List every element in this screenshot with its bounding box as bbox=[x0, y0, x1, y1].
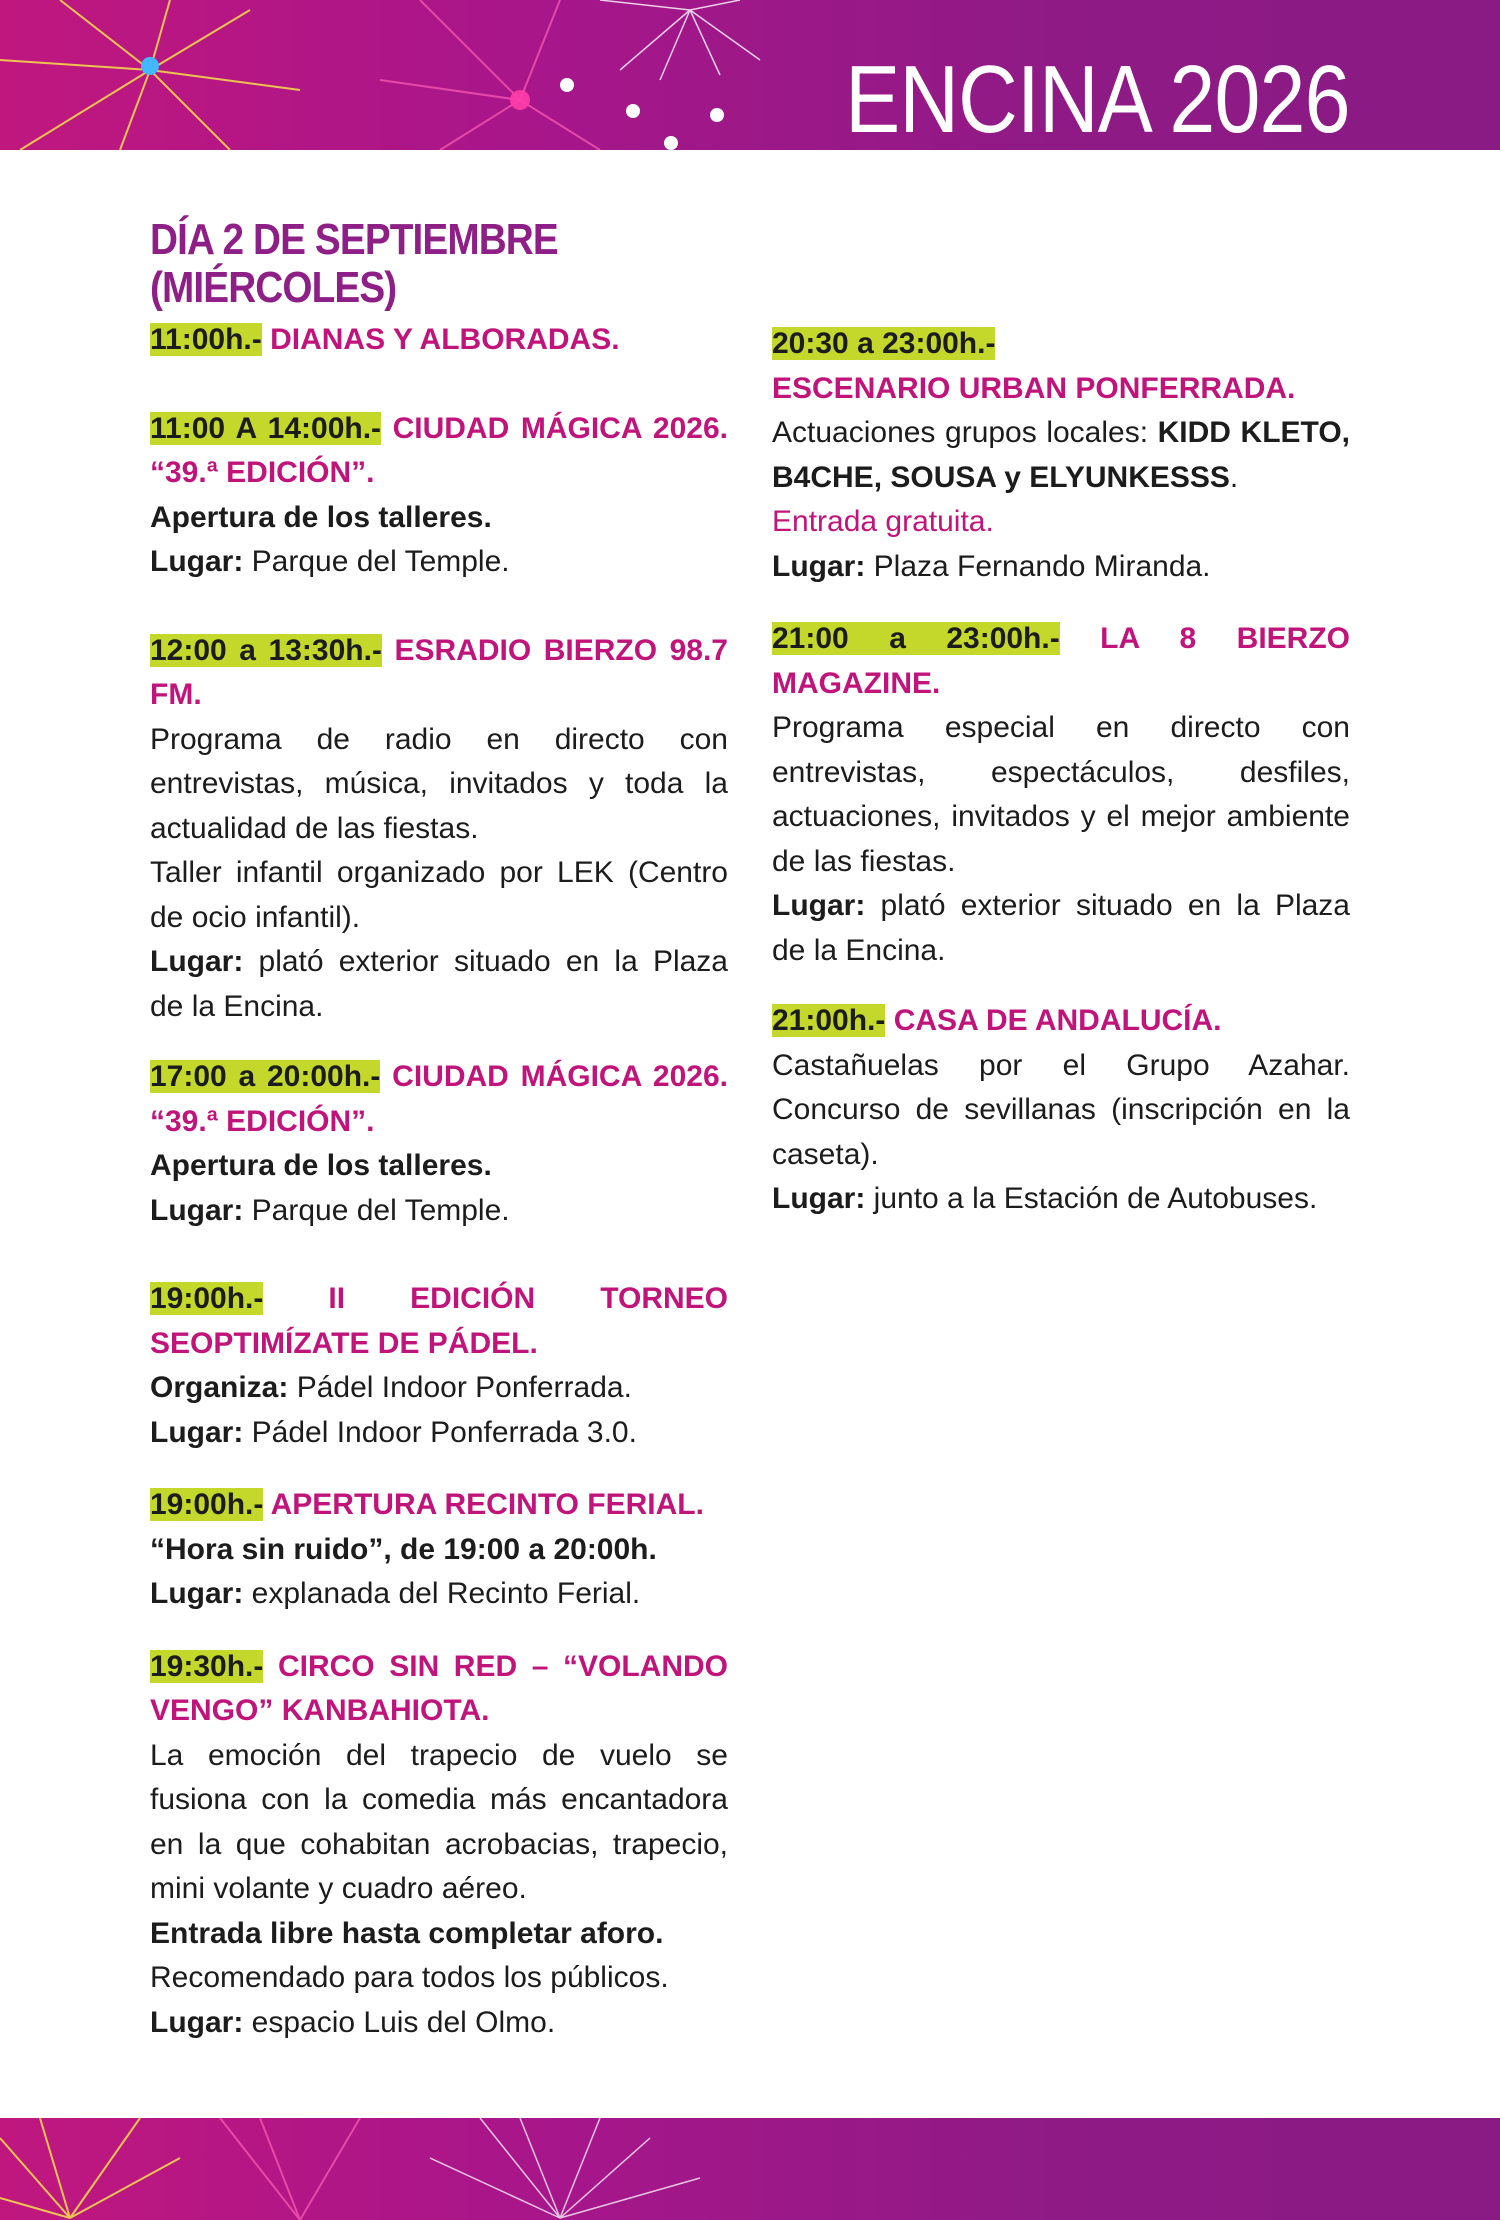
event-title: LA 8 BIERZO MAGAZINE. bbox=[772, 622, 1350, 700]
event-escenario-urban bbox=[772, 322, 1350, 589]
event-torneo-padel bbox=[150, 1277, 728, 1455]
event-detail: Apertura de los talleres. bbox=[150, 1149, 492, 1182]
event-time: 21:00 a 23:00h.- bbox=[772, 622, 1060, 655]
event-time: 19:00h.- bbox=[150, 1282, 264, 1315]
event-title: CASA DE ANDALUCÍA. bbox=[885, 1004, 1222, 1037]
event-detail: Apertura de los talleres. bbox=[150, 500, 492, 534]
event-time: 21:00h.- bbox=[772, 1004, 886, 1037]
event-free-entry: Entrada gratuita. bbox=[772, 505, 994, 538]
event-place: Lugar: Pádel Indoor Ponferrada 3.0. bbox=[150, 1415, 637, 1449]
event-time: 20:30 a 23:00h.- bbox=[772, 327, 996, 360]
event-time: 17:00 a 20:00h.- bbox=[150, 1060, 381, 1093]
event-description: Actuaciones grupos locales: KIDD KLETO, B4CHE, SOUSA y ELYUNKESSS. bbox=[772, 416, 1350, 494]
event-place: Lugar: plató exterior situado en la Plaza de la Encina. bbox=[772, 889, 1350, 967]
event-title: II EDICIÓN TORNEO SEOPTIMÍZATE DE PÁDEL. bbox=[150, 1282, 728, 1360]
event-casa-andalucia bbox=[772, 999, 1350, 1222]
event-detail: Entrada libre hasta completar aforo. bbox=[150, 1916, 664, 1950]
event-place: Lugar: Parque del Temple. bbox=[150, 1193, 510, 1227]
event-bierzo-magazine bbox=[772, 617, 1350, 973]
fireworks-decoration bbox=[0, 2118, 1500, 2220]
top-banner bbox=[0, 0, 1500, 150]
right-column bbox=[772, 322, 1350, 1222]
event-title: CIRCO SIN RED – “VOLANDO VENGO” KANBAHIOTA. bbox=[150, 1649, 728, 1727]
event-time: 19:00h.- bbox=[150, 1488, 264, 1521]
event-esradio bbox=[150, 629, 728, 1030]
event-description: Taller infantil organizado por LEK (Centro de ocio infantil). bbox=[150, 856, 728, 934]
event-ciudad-magica-afternoon bbox=[150, 1055, 728, 1233]
event-dianas bbox=[150, 318, 728, 363]
event-title: DIANAS Y ALBORADAS. bbox=[261, 323, 620, 356]
event-place: Lugar: Plaza Fernando Miranda. bbox=[772, 549, 1211, 583]
event-place: Lugar: junto a la Estación de Autobuses. bbox=[772, 1182, 1318, 1215]
event-detail: “Hora sin ruido”, de 19:00 a 20:00h. bbox=[150, 1532, 657, 1566]
event-ciudad-magica-morning bbox=[150, 407, 728, 585]
event-title: CIUDAD MÁGICA 2026. “39.ª EDICIÓN”. bbox=[150, 1060, 729, 1138]
event-description: La emoción del trapecio de vuelo se fusiona con la comedia más encantadora en la que cohabitan acrobacias, trapecio, mini volante y cuadro aéreo. bbox=[150, 1738, 728, 1905]
banner-title: ENCINA 2026 bbox=[845, 46, 1350, 150]
left-column bbox=[150, 216, 728, 2045]
event-description: Programa de radio en directo con entrevistas, música, invitados y toda la actualidad de las fiestas. bbox=[150, 722, 728, 845]
event-title: ESCENARIO URBAN PONFERRADA. bbox=[772, 371, 1296, 405]
event-place: Lugar: espacio Luis del Olmo. bbox=[150, 2005, 556, 2039]
event-description: Castañuelas por el Grupo Azahar. Concurso de sevillanas (inscripción en la caseta). bbox=[772, 1048, 1350, 1171]
event-title: APERTURA RECINTO FERIAL. bbox=[263, 1488, 704, 1521]
event-description: Programa especial en directo con entrevistas, espectáculos, desfiles, actuaciones, invitados y el mejor ambiente de las fiestas. bbox=[772, 711, 1350, 878]
event-place: Lugar: Parque del Temple. bbox=[150, 545, 510, 578]
event-title: CIUDAD MÁGICA 2026. “39.ª EDICIÓN”. bbox=[150, 411, 729, 489]
dots-decoration bbox=[560, 78, 740, 148]
event-time: 19:30h.- bbox=[150, 1649, 264, 1683]
bottom-banner bbox=[0, 2118, 1500, 2220]
event-title: ESRADIO BIERZO 98.7 FM. bbox=[150, 633, 728, 711]
event-detail: Recomendado para todos los públicos. bbox=[150, 1961, 669, 1994]
day-title: DÍA 2 DE SEPTIEMBRE (MIÉRCOLES) bbox=[150, 215, 558, 312]
event-place: Lugar: plató exterior situado en la Plaza de la Encina. bbox=[150, 945, 728, 1023]
event-place: Lugar: explanada del Recinto Ferial. bbox=[150, 1577, 641, 1610]
event-time: 12:00 a 13:30h.- bbox=[150, 633, 382, 667]
event-time: 11:00h.- bbox=[150, 323, 262, 356]
event-organizer: Organiza: Pádel Indoor Ponferrada. bbox=[150, 1371, 632, 1404]
event-recinto-ferial bbox=[150, 1483, 728, 1617]
event-time: 11:00 A 14:00h.- bbox=[150, 411, 382, 445]
event-circo-sin-red bbox=[150, 1645, 728, 2046]
